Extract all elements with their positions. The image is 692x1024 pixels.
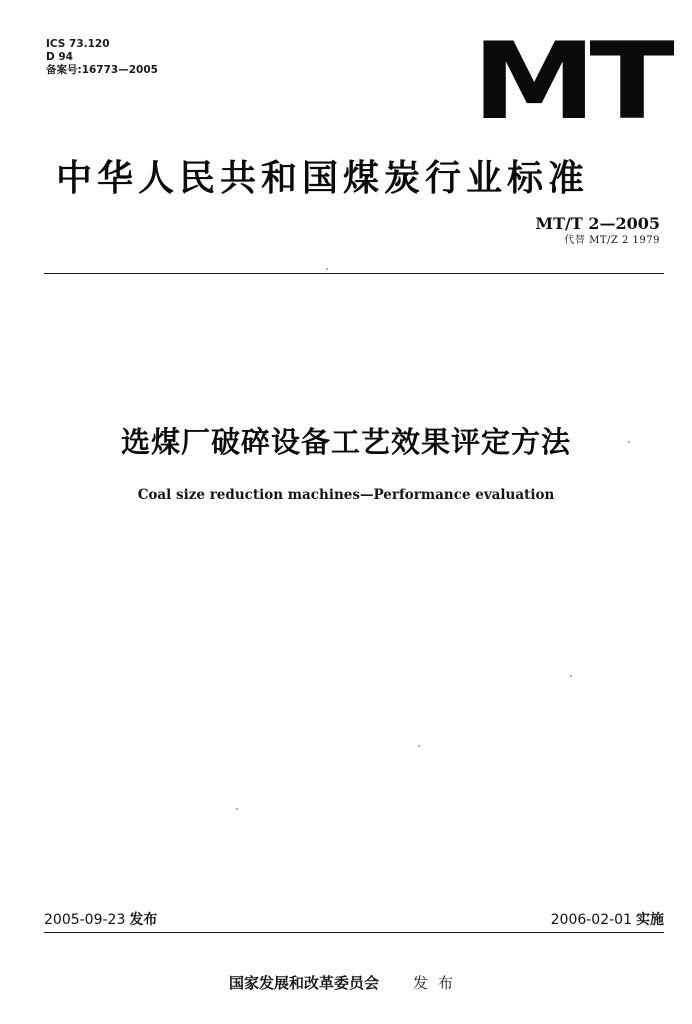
organization-title: 中华人民共和国煤炭行业标准 <box>56 158 590 199</box>
document-title-chinese: 选煤厂破碎设备工艺效果评定方法 <box>120 425 571 459</box>
implementation-date-line <box>551 909 664 929</box>
issuer-verb: 发布 <box>413 974 464 992</box>
document-title-english: Coal size reduction machines—Performance evaluation <box>137 487 555 503</box>
record-number: 备案号:16773—2005 <box>46 64 158 76</box>
bottom-divider <box>44 932 664 933</box>
issuing-authority <box>0 972 692 993</box>
issue-date-line <box>44 909 157 929</box>
issue-date: 2005-09-23 <box>44 912 126 928</box>
scan-speck <box>236 808 238 810</box>
standard-identifier <box>535 214 660 247</box>
ics-code: ICS 73.120 <box>46 38 110 50</box>
scan-speck <box>418 745 420 747</box>
implementation-label: 实施 <box>636 912 664 928</box>
ccs-code: D 94 <box>46 51 73 63</box>
replaces-standard: 代替 MT/Z 2 1979 <box>564 235 660 246</box>
standard-number: MT/T 2—2005 <box>535 214 660 233</box>
implementation-date: 2006-02-01 <box>550 912 632 928</box>
scan-speck <box>628 441 630 443</box>
scan-speck <box>326 268 328 270</box>
mt-logo: MT <box>472 20 668 143</box>
issue-label: 发布 <box>129 912 158 928</box>
issuer-name: 国家发展和改革委员会 <box>228 974 379 992</box>
scan-speck <box>570 675 572 677</box>
top-divider <box>44 273 664 274</box>
classification-block <box>46 38 158 77</box>
